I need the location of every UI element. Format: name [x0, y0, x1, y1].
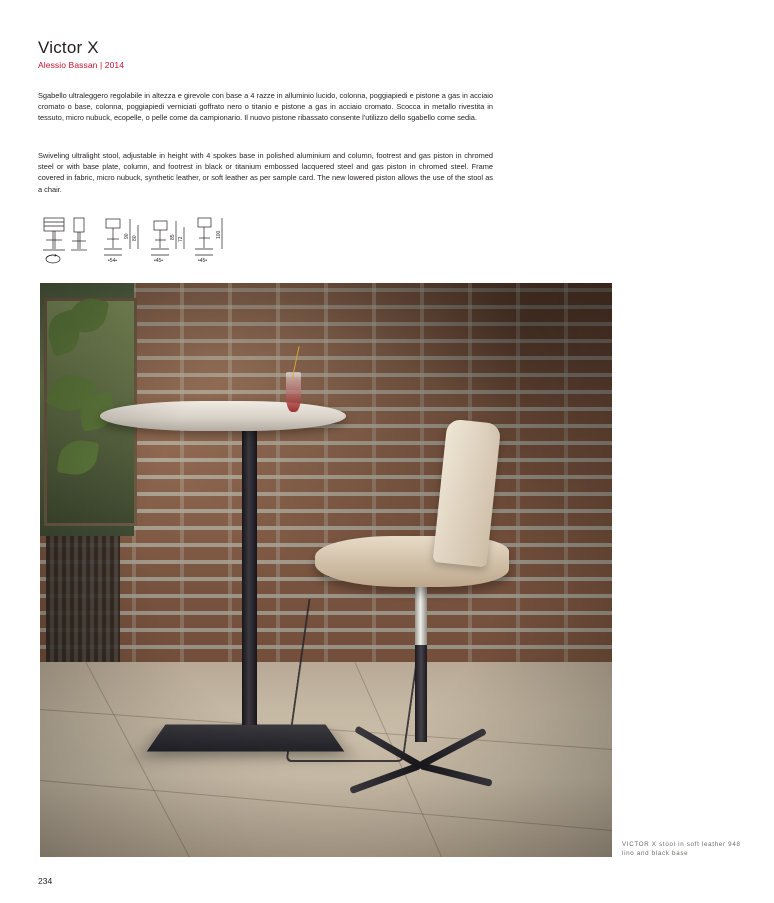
dimension-group-3 — [195, 218, 222, 264]
svg-text:100: 100 — [216, 230, 222, 239]
svg-text:72: 72 — [178, 236, 184, 242]
svg-text:•45•: •45• — [154, 258, 164, 264]
technical-drawings-svg — [38, 213, 498, 268]
photo-scene — [40, 283, 612, 857]
swivel-icon — [46, 254, 60, 263]
svg-text:80: 80 — [132, 235, 138, 241]
svg-text:•54•: •54• — [108, 258, 118, 264]
dimension-group-2 — [151, 221, 184, 264]
table-column — [242, 427, 257, 725]
technical-drawings — [38, 213, 498, 268]
dimension-group-1 — [104, 219, 138, 264]
table-base-plate — [147, 724, 345, 751]
stool-front-icon — [43, 218, 65, 250]
product-photo — [40, 283, 612, 857]
cocktail-glass — [286, 372, 301, 412]
page-number: 234 — [38, 876, 53, 886]
svg-text:90: 90 — [124, 233, 130, 239]
photo-caption: VICTOR X stool in soft leather 948 lino and black base — [622, 841, 741, 857]
stool-gas-piston — [415, 587, 428, 644]
table-top — [100, 401, 346, 431]
designer-byline: Alessio Bassan | 2014 — [38, 60, 125, 70]
description-italian: Sgabello ultraleggero regolabile in altezza e girevole con base a 4 razze in alluminio lucido, colonna, poggiapiedi e pistone a gas in acciaio cromato o base, colonna, poggiapiedi verniciati goffrato nero o titanio e pistone a gas in acciaio cromato. Scocca in metallo rivestita in tessuto, micro nubuck, ecopelle, o pelle come da campionario. Il nuovo pistone ribassato consente l'utilizzo dello sgabello come sedia. — [38, 91, 493, 123]
svg-text:85: 85 — [170, 234, 176, 240]
description-english: Swiveling ultralight stool, adjustable in height with 4 spokes base in polished aluminium and column, footrest and gas piston in chromed steel or with base plate, column, and footrest in black or titanium embossed lacquered steel and gas piston in chromed steel. Frame covered in fabric, micro nubuck, synthetic leather, or soft leather as per sample card. The new lowered piston allows the use of the stool as a chair. — [38, 151, 493, 194]
stool-side-icon — [71, 218, 87, 250]
svg-text:•45•: •45• — [198, 258, 208, 264]
page-title: Victor X — [38, 38, 99, 57]
